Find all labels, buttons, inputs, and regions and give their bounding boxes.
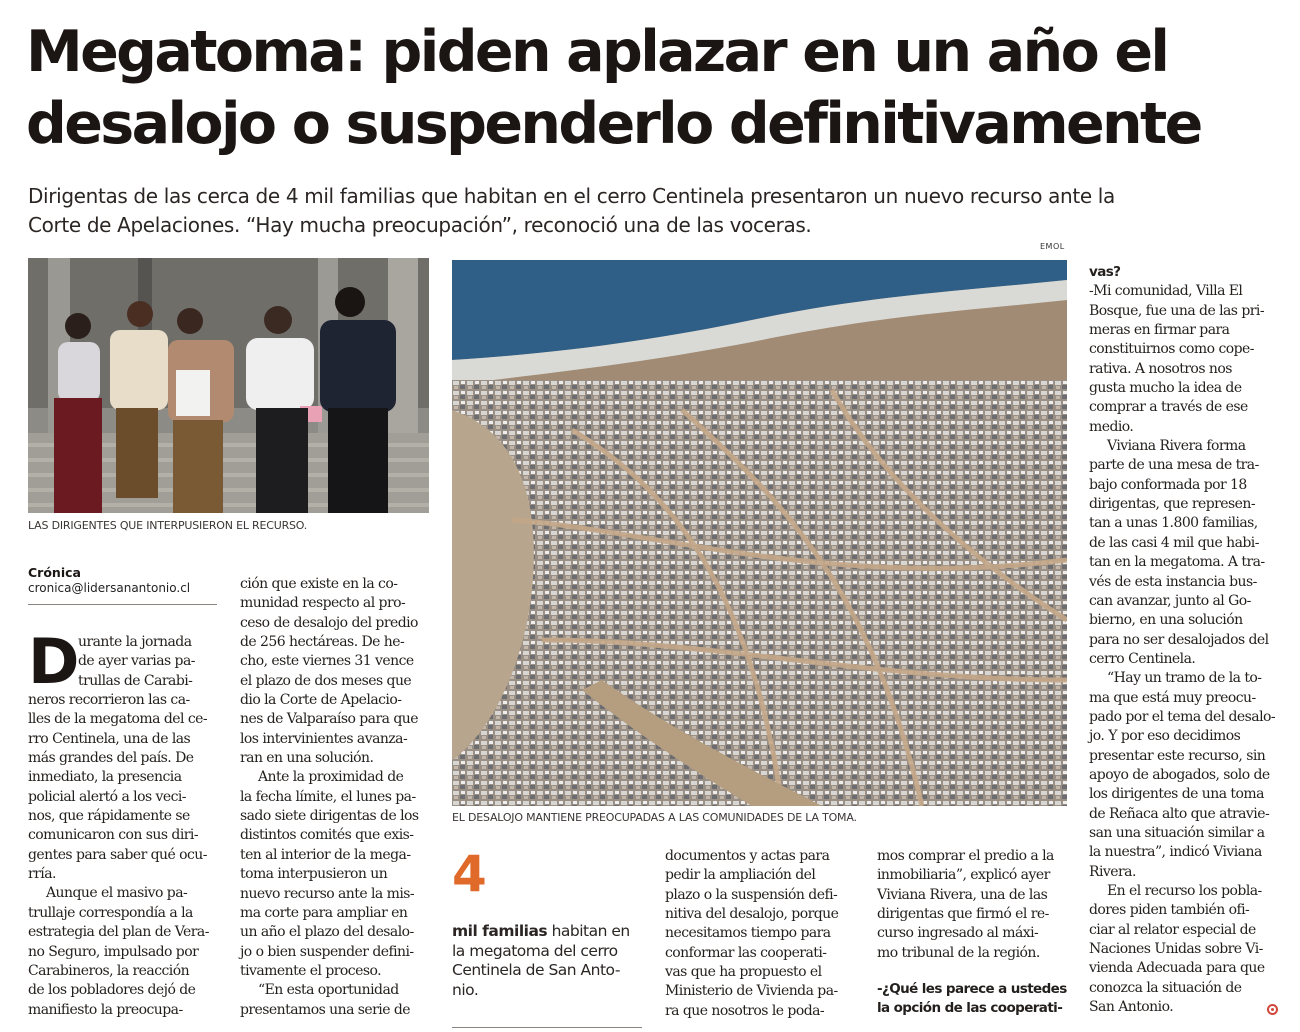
text-line: tan a unas 1.800 familias, <box>1089 515 1258 532</box>
group-photo <box>28 258 429 513</box>
factbox-line-1: habitan en <box>547 922 630 940</box>
text-line: cho, este viernes 31 vence <box>240 653 414 670</box>
text-line: trullaje correspondía a la <box>28 904 193 921</box>
text-line: presentamos una serie de <box>240 1001 410 1018</box>
text-line: dirigentas que firmó el re- <box>877 906 1049 923</box>
text-line: vés de esta instancia bus- <box>1089 573 1257 590</box>
text-line: ceso de desalojo del predio <box>240 614 418 631</box>
text-line: munidad respecto al pro- <box>240 595 406 612</box>
text-line: pado por el tema del desalo- <box>1089 708 1276 725</box>
aerial-photo-caption: EL DESALOJO MANTIENE PREOCUPADAS A LAS COMUNIDADES DE LA TOMA. <box>452 811 857 824</box>
text-line: san una situación similar a <box>1089 824 1265 841</box>
text-line: cerro Centinela. <box>1089 650 1196 667</box>
text-line: documentos y actas para <box>665 848 830 864</box>
text-line: de las casi 4 mil que habi- <box>1089 534 1259 551</box>
factbox-text <box>452 922 647 1000</box>
text-line: trullas de Carabi- <box>78 672 193 689</box>
text-line: ma que está muy preocu- <box>1089 689 1256 706</box>
text-line: Aunque el masivo pa- <box>46 885 188 902</box>
text-line: de ayer varias pa- <box>78 653 195 670</box>
dropcap: D <box>28 625 78 698</box>
text-line: de Reñaca alto que atravie- <box>1089 805 1270 822</box>
text-line: nos, que rápidamente se <box>28 808 190 825</box>
byline-section: Crónica <box>28 565 81 580</box>
text-line: -Mi comunidad, Villa El <box>1089 283 1243 300</box>
text-line: constituirnos como cope- <box>1089 341 1254 358</box>
text-line: dio la Corte de Apelacio- <box>240 692 402 709</box>
text-line: Ministerio de Vivienda pa- <box>665 983 838 1000</box>
text-line: rro Centinela, una de las <box>28 730 191 747</box>
interview-question-end: vas? <box>1089 264 1121 280</box>
text-line: San Antonio. <box>1089 999 1174 1016</box>
text-line: distintos comités que exis- <box>240 827 414 844</box>
text-line: manifiesto la preocupa- <box>28 1001 183 1018</box>
text-line: el plazo de dos meses que <box>240 672 412 689</box>
text-line: un año el plazo del desalo- <box>240 924 414 941</box>
factbox-line-4: nio. <box>452 980 479 999</box>
text-line: toma interpusieron un <box>240 866 388 883</box>
text-line: no Seguro, impulsado por <box>28 943 199 960</box>
article-column-3 <box>665 847 857 1021</box>
article-column-1 <box>28 625 218 1020</box>
text-line: nes de Valparaíso para que <box>240 711 418 728</box>
group-photo-caption: LAS DIRIGENTES QUE INTERPUSIERON EL RECURSO. <box>28 519 308 532</box>
text-line: para no ser desalojados del <box>1089 631 1269 648</box>
text-line: de 256 hectáreas. De he- <box>240 634 405 651</box>
text-line: Naciones Unidas sobre Vi- <box>1089 941 1263 958</box>
factbox-line-3: Centinela de San Anto- <box>452 961 620 979</box>
factbox-rule <box>452 1027 642 1028</box>
article-column-5 <box>1089 263 1281 1017</box>
text-line: jo. Y por eso decidimos <box>1089 728 1241 745</box>
text-line: pedir la ampliación del <box>665 867 816 884</box>
aerial-photo <box>452 260 1067 806</box>
text-line: ciar al relator especial de <box>1089 921 1256 938</box>
text-line: bajo conformada por 18 <box>1089 476 1247 493</box>
text-line: Bosque, fue una de las pri- <box>1089 302 1264 319</box>
text-line: inmobiliaria”, explicó ayer <box>877 867 1050 884</box>
text-line: “Hay un tramo de la to- <box>1107 670 1262 687</box>
article-column-4 <box>877 847 1069 1019</box>
text-line: necesitamos tiempo para <box>665 925 831 942</box>
text-line: parte de una mesa de tra- <box>1089 457 1259 474</box>
interview-question: la opción de las cooperati- <box>877 1000 1063 1017</box>
text-line: urante la jornada <box>78 634 192 650</box>
text-line: gentes para saber qué ocu- <box>28 846 207 863</box>
text-line: ma corte para ampliar en <box>240 904 408 921</box>
text-line: Carabineros, la reacción <box>28 962 190 979</box>
text-line: lles de la megatoma del ce- <box>28 711 208 728</box>
interview-question: -¿Qué les parece a ustedes <box>877 981 1067 998</box>
text-line: Ante la proximidad de <box>258 769 404 786</box>
text-line: presentar este recurso, sin <box>1089 747 1266 764</box>
text-line: ra que nosotros le poda- <box>665 1002 825 1019</box>
text-line: ten al interior de la mega- <box>240 846 411 863</box>
text-line: los dirigentes de una toma <box>1089 786 1264 803</box>
headline <box>26 16 1276 160</box>
text-line: conozca la situación de <box>1089 979 1242 996</box>
text-line: Viviana Rivera forma <box>1107 438 1246 455</box>
factbox-line-2: la megatoma del cerro <box>452 941 618 960</box>
text-line: bierno, en una solución <box>1089 612 1243 629</box>
text-line: comprar a través de ese <box>1089 399 1248 416</box>
factbox-strong: mil familias <box>452 922 548 940</box>
subheadline <box>28 182 1273 240</box>
text-line: policial alertó a los veci- <box>28 788 186 805</box>
text-line: dirigentas, que represen- <box>1089 496 1256 513</box>
text-line: can avanzar, junto al Go- <box>1089 592 1251 609</box>
article-column-2 <box>240 575 432 1020</box>
text-line: vas que ha propuesto el <box>665 964 822 981</box>
text-line: tan en la megatoma. A tra- <box>1089 554 1265 571</box>
text-line: plazo o la suspensión defi- <box>665 886 838 903</box>
text-line: rría. <box>28 866 56 883</box>
text-line: “En esta oportunidad <box>258 982 399 999</box>
headline-line-1: Megatoma: piden aplazar en un año el <box>26 19 1168 85</box>
text-line: estrategia del plan de Vera- <box>28 924 209 941</box>
text-line: conformar las cooperati- <box>665 944 827 961</box>
text-line: vienda Adecuada para que <box>1089 960 1265 977</box>
text-line: nuevo recurso ante la mis- <box>240 885 415 902</box>
text-line: comunicaron con sus diri- <box>28 827 198 844</box>
text-line: de los pobladores dejó de <box>28 982 196 999</box>
subheadline-line-2: Corte de Apelaciones. “Hay mucha preocupación”, reconoció una de las voceras. <box>28 213 812 237</box>
text-line: ción que existe en la co- <box>240 576 398 592</box>
text-line: la nuestra”, indicó Viviana <box>1089 844 1262 861</box>
byline-rule <box>28 604 217 605</box>
text-line: más grandes del país. De <box>28 750 194 767</box>
headline-line-2: desalojo o suspenderlo definitivamente <box>26 91 1201 157</box>
text-line: rativa. A nosotros nos <box>1089 360 1232 377</box>
text-line: apoyo de abogados, solo de <box>1089 766 1270 783</box>
photo-credit: EMOL <box>1040 242 1065 251</box>
factbox-number: 4 <box>452 845 487 903</box>
end-mark-icon <box>1267 1004 1278 1015</box>
text-line: gusta mucho la idea de <box>1089 380 1242 397</box>
text-line: mo tribunal de la región. <box>877 944 1040 961</box>
text-line: meras en firmar para <box>1089 322 1230 339</box>
text-line: mos comprar el predio a la <box>877 848 1054 864</box>
text-line: curso ingresado al máxi- <box>877 925 1039 942</box>
text-line: sado siete dirigentas de los <box>240 808 419 825</box>
text-line: nitiva del desalojo, porque <box>665 906 839 923</box>
byline-email: cronica@lidersanantonio.cl <box>28 581 191 595</box>
text-line: inmediato, la presencia <box>28 769 182 786</box>
text-line: tivamente el proceso. <box>240 962 381 979</box>
text-line: los intervinientes avanza- <box>240 730 408 747</box>
text-line: la fecha límite, el lunes pa- <box>240 788 416 805</box>
text-line: neros recorrieron las ca- <box>28 692 190 709</box>
text-line: ran en una solución. <box>240 750 374 767</box>
text-line: jo o bien suspender defini- <box>240 943 414 960</box>
text-line: medio. <box>1089 418 1134 435</box>
text-line: dores piden también ofi- <box>1089 902 1250 919</box>
subheadline-line-1: Dirigentas de las cerca de 4 mil familias que habitan en el cerro Centinela presentaron un nuevo recurso ante la <box>28 184 1115 208</box>
text-line: Rivera. <box>1089 863 1136 880</box>
text-line: Viviana Rivera, una de las <box>877 886 1048 903</box>
text-line: En el recurso los pobla- <box>1107 883 1262 899</box>
